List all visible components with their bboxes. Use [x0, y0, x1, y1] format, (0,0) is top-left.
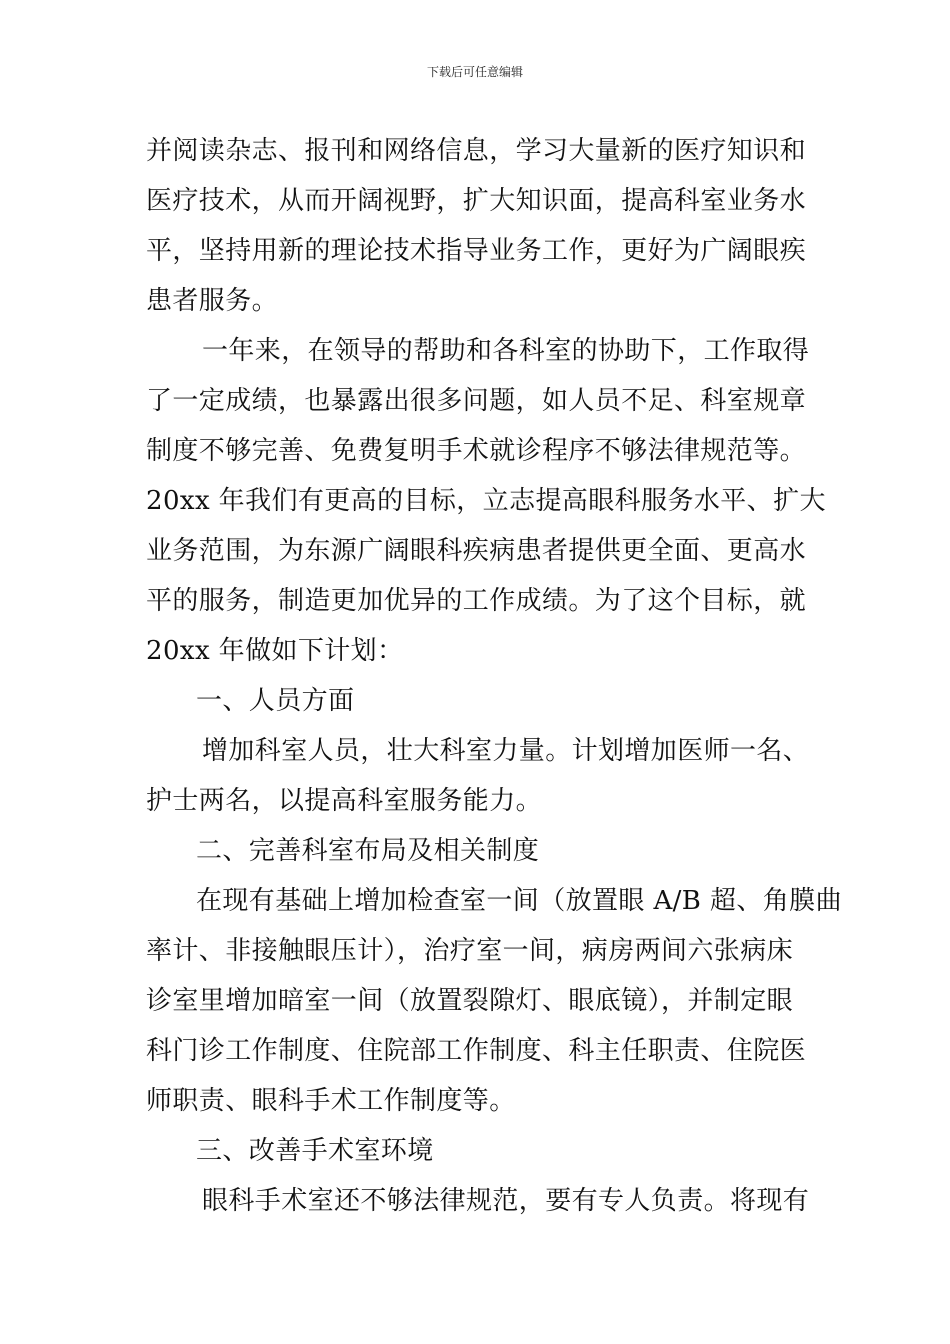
body-line: 医疗技术，从而开阔视野，扩大知识面，提高科室业务水	[146, 186, 807, 216]
body-line: 眼科手术室还不够法律规范，要有专人负责。将现有	[202, 1186, 810, 1216]
document-body	[146, 126, 842, 1226]
section-heading: 三、改善手术室环境	[196, 1136, 434, 1166]
body-line: 并阅读杂志、报刊和网络信息，学习大量新的医疗知识和	[146, 136, 807, 166]
body-line: 师职责、眼科手术工作制度等。	[146, 1086, 516, 1116]
body-line: 增加科室人员，壮大科室力量。计划增加医师一名、	[202, 736, 810, 766]
body-line: 患者服务。	[146, 286, 279, 316]
body-line: 20xx 年做如下计划：	[146, 636, 404, 666]
body-line: 科门诊工作制度、住院部工作制度、科主任职责、住院医	[146, 1036, 807, 1066]
body-line: 率计、非接触眼压计），治疗室一间，病房两间六张病床	[146, 936, 794, 966]
body-line: 护士两名，以提高科室服务能力。	[146, 786, 543, 816]
section-heading: 一、人员方面	[196, 686, 355, 716]
body-line: 一年来，在领导的帮助和各科室的协助下，工作取得	[202, 336, 810, 366]
body-line: 平的服务，制造更加优异的工作成绩。为了这个目标，就	[146, 586, 807, 616]
section-heading: 二、完善科室布局及相关制度	[196, 836, 540, 866]
page-header: 下载后可任意编辑	[426, 65, 523, 79]
body-line: 平，坚持用新的理论技术指导业务工作，更好为广阔眼疾	[146, 236, 807, 266]
body-line: 诊室里增加暗室一间（放置裂隙灯、眼底镜），并制定眼	[146, 986, 794, 1016]
body-line: 20xx 年我们有更高的目标，立志提高眼科服务水平、扩大	[146, 486, 826, 516]
body-line: 在现有基础上增加检查室一间（放置眼 A/B 超、角膜曲	[196, 886, 842, 916]
body-line: 业务范围，为东源广阔眼科疾病患者提供更全面、更高水	[146, 536, 807, 566]
body-line: 了一定成绩，也暴露出很多问题，如人员不足、科室规章	[146, 386, 807, 416]
body-line: 制度不够完善、免费复明手术就诊程序不够法律规范等。	[146, 436, 807, 466]
